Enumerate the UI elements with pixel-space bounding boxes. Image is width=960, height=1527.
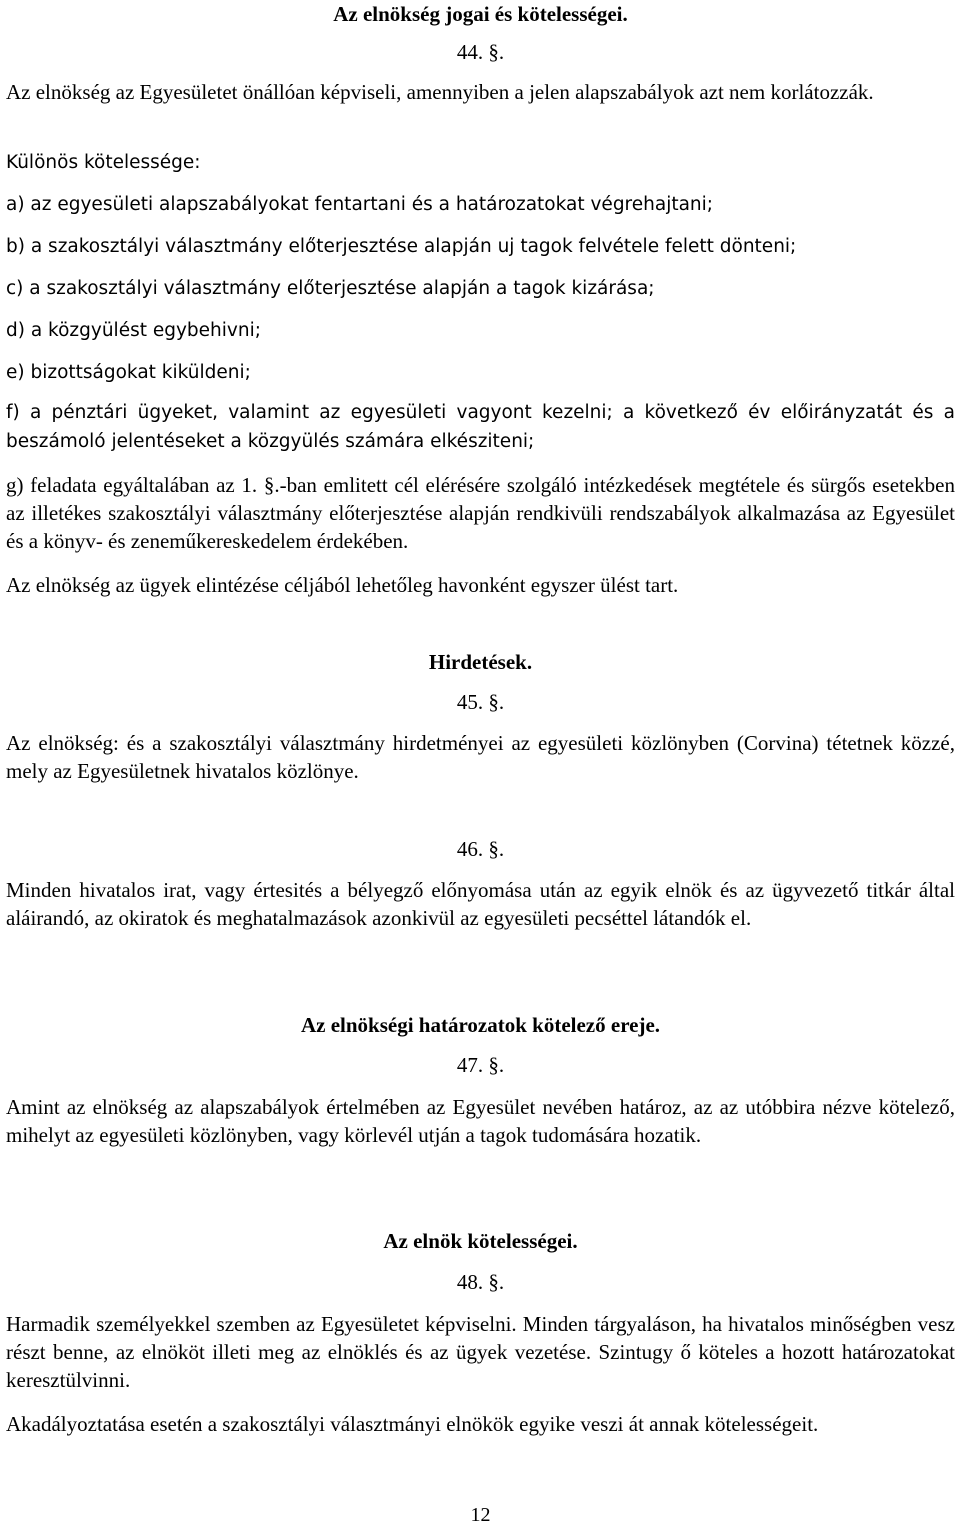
list-item-a: a) az egyesületi alapszabályokat fentartani és a határozatokat végrehajtani; bbox=[6, 194, 714, 215]
list-item-g: g) feladata egyáltalában az 1. §.-ban emlitett cél elérésére szolgáló intézkedések megtétele és sürgős esetekben az illetékes szakosztályi választmány előterjesztése alapján rendkivüli rendszabályok alkalmazása az Egyesület és a könyv- és zeneműkereskedelem érdekében. bbox=[6, 473, 955, 553]
section-47-paragraph: Amint az elnökség az alapszabályok értelmében az Egyesület nevében határoz, az az utóbbira nézve kötelező, mihelyt az egyesületi közlönyben, vagy körlevél utján a tagok tudomására hozatik. bbox=[6, 1095, 955, 1147]
section-47-number: 47. §. bbox=[456, 1053, 505, 1077]
section-48-heading: Az elnök kötelességei. bbox=[383, 1229, 578, 1253]
section-44-heading: Az elnökség jogai és kötelességei. bbox=[333, 2, 628, 26]
section-44-intro: Különös kötelessége: bbox=[6, 152, 201, 173]
list-item-c: c) a szakosztályi választmány előterjesztése alapján a tagok kizárása; bbox=[6, 278, 655, 299]
page-number: 12 bbox=[470, 1504, 491, 1526]
section-48-paragraph-1: Harmadik személyekkel szemben az Egyesületet képviselni. Minden tárgyaláson, ha hivatalos minőségben vesz részt benne, az elnököt illeti meg az elnöklés és az ügyek vezetése. Szintugy ő köteles a hozott határozatokat keresztülvinni. bbox=[6, 1312, 955, 1392]
section-48-paragraph-2: Akadályoztatása esetén a szakosztályi választmányi elnökök egyike veszi át annak kötelességeit. bbox=[6, 1412, 819, 1436]
section-44-number: 44. §. bbox=[456, 40, 505, 64]
section-46-paragraph: Minden hivatalos irat, vagy értesités a bélyegző előnyomása után az egyik elnök és az ügyvezető titkár által aláirandó, az okiratok és meghatalmazások azonkivül az egyesületi pecséttel látandók el. bbox=[6, 878, 955, 930]
section-45-paragraph: Az elnökség: és a szakosztályi választmány hirdetményei az egyesületi közlönyben (Corvina) tétetnek közzé, mely az Egyesületnek hivatalos közlönye. bbox=[6, 731, 955, 783]
section-46-number: 46. §. bbox=[456, 837, 505, 861]
section-44-closing: Az elnökség az ügyek elintézése céljából lehetőleg havonként egyszer ülést tart. bbox=[6, 573, 679, 597]
list-item-d: d) a közgyülést egybehivni; bbox=[6, 320, 261, 341]
list-item-e: e) bizottságokat kiküldeni; bbox=[6, 362, 251, 383]
list-item-f: f) a pénztári ügyeket, valamint az egyesületi vagyont kezelni; a következő év előirányzatát és a beszámoló jelentéseket a közgyülés számára elkésziteni; bbox=[6, 402, 955, 452]
section-47-heading: Az elnökségi határozatok kötelező ereje. bbox=[300, 1013, 661, 1037]
section-48-number: 48. §. bbox=[456, 1270, 505, 1294]
section-45-number: 45. §. bbox=[456, 690, 505, 714]
list-item-b: b) a szakosztályi választmány előterjesztése alapján uj tagok felvétele felett dönteni; bbox=[6, 236, 797, 257]
section-44-paragraph: Az elnökség az Egyesületet önállóan képviseli, amennyiben a jelen alapszabályok azt nem korlátozzák. bbox=[6, 80, 874, 104]
section-45-heading: Hirdetések. bbox=[428, 650, 533, 674]
